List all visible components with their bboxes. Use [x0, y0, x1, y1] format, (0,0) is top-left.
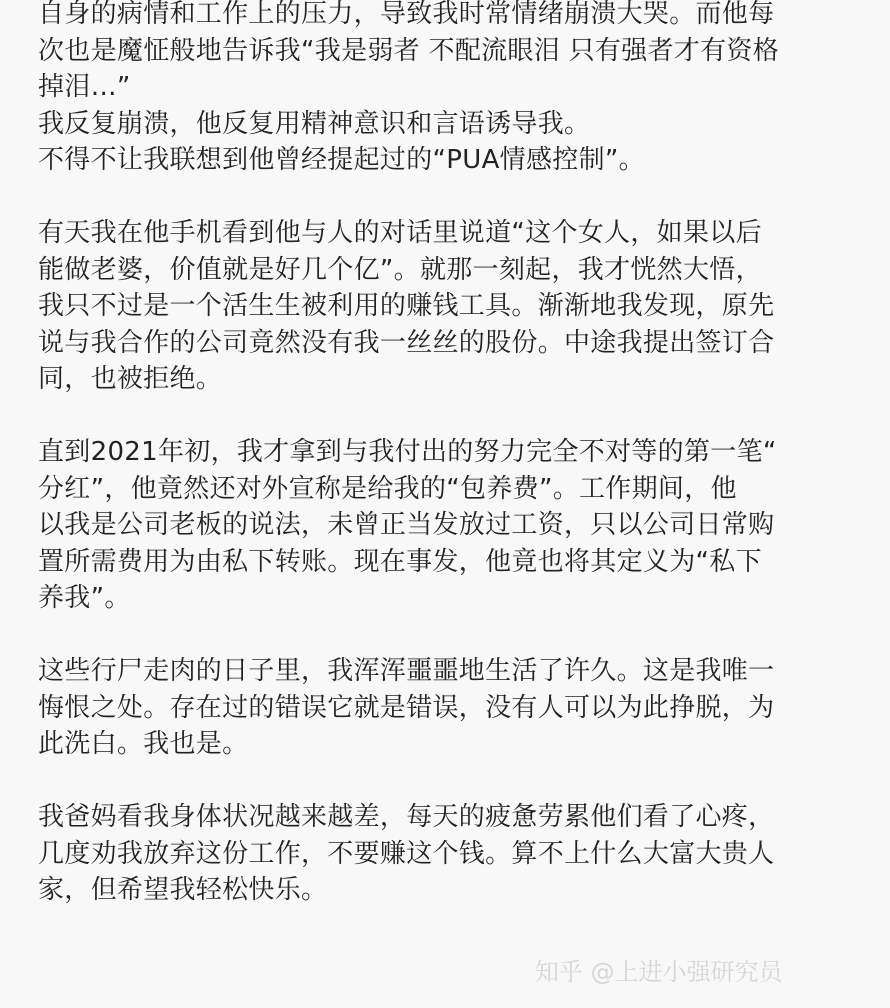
text-line: 此洗白。我也是。: [38, 729, 249, 759]
paragraph-gap: [38, 763, 858, 800]
text-line: 我只不过是一个活生生被利用的赚钱工具。渐渐地我发现，原先: [38, 291, 775, 321]
text-line: 能做老婆，价值就是好几个亿”。就那一刻起，我才恍然大悟，: [38, 254, 762, 285]
text-line: 掉泪…”: [38, 72, 131, 102]
text-line: 同，也被拒绝。: [38, 364, 223, 394]
paragraph-5: [38, 799, 858, 909]
text-line: 家，但希望我轻松快乐。: [38, 875, 328, 905]
text-line: 置所需费用为由私下转账。现在事发，他竟也将其定义为“私下: [38, 546, 762, 577]
text-line: 我反复崩溃，他反复用精神意识和言语诱导我。: [38, 108, 591, 139]
article-body: [38, 0, 858, 909]
text-line: 直到2021年初，我才拿到与我付出的努力完全不对等的第一笔“: [38, 437, 777, 467]
text-line: 悔恨之处。存在过的错误它就是错误，没有人可以为此挣脱，为: [38, 692, 775, 723]
text-line: 这些行尸走肉的日子里，我浑浑噩噩地生活了许久。这是我唯一: [38, 656, 775, 686]
paragraph-4: [38, 653, 858, 763]
paragraph-gap: [38, 398, 858, 435]
text-line: 几度劝我放弃这份工作，不要赚这个钱。算不上什么大富大贵人: [38, 838, 775, 869]
text-line: 我爸妈看我身体状况越来越差，每天的疲惫劳累他们看了心疼，: [38, 802, 775, 832]
text-line: 养我”。: [38, 583, 131, 613]
paragraph-1: [38, 0, 858, 179]
text-line: 次也是魔怔般地告诉我“我是弱者 不配流眼泪 只有强者才有资格: [38, 35, 779, 66]
paragraph-gap: [38, 617, 858, 654]
watermark: 知乎 @上进小强研究员: [535, 958, 783, 986]
text-line: 说与我合作的公司竟然没有我一丝丝的股份。中途我提出签订合: [38, 327, 775, 358]
text-line: 有天我在他手机看到他与人的对话里说道“这个女人，如果以后: [38, 218, 762, 248]
text-line: 分红”，他竟然还对外宣称是给我的“包养费”。工作期间，他: [38, 473, 737, 504]
text-line: 自身的病情和工作上的压力，导致我时常情绪崩溃大哭。而他每: [38, 0, 775, 29]
text-line: 不得不让我联想到他曾经提起过的“PUA情感控制”。: [38, 145, 645, 175]
text-line: 以我是公司老板的说法，未曾正当发放过工资，只以公司日常购: [38, 510, 775, 540]
paragraph-gap: [38, 179, 858, 216]
paragraph-2: [38, 215, 858, 398]
paragraph-3: [38, 434, 858, 617]
